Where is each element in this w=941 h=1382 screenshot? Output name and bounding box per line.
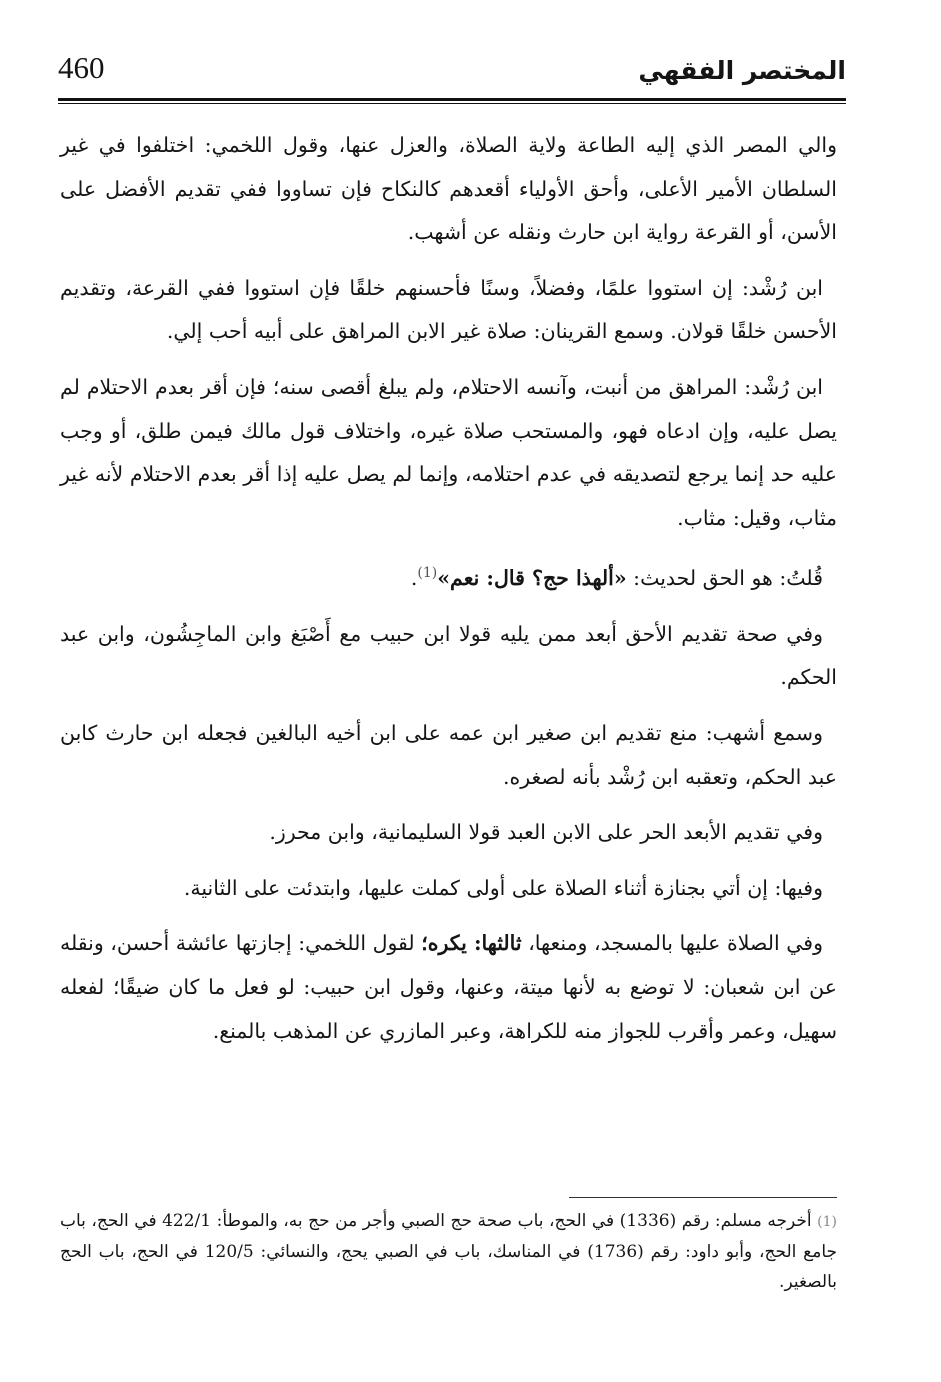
- footnote-rule: [569, 1197, 837, 1198]
- paragraph-lead: قُلتُ: هو الحق لحديث:: [626, 566, 823, 591]
- paragraph: ابن رُشْد: إن استووا علمًا، وفضلاً، وسنًا فأحسنهم خلقًا فإن استووا ففي القرعة، وتقديم الأحسن خلقًا قولان. وسمع القرينان: صلاة غير الابن المراهق على أبيه أحب إلي.: [60, 275, 837, 344]
- header-rule: [58, 98, 846, 101]
- paragraph: وفي تقديم الأبعد الحر على الابن العبد قولا السليمانية، وابن محرز.: [269, 820, 823, 845]
- paragraph: وفيها: إن أتي بجنازة أثناء الصلاة على أولى كملت عليها، وابتدئت على الثانية.: [183, 875, 823, 900]
- paragraph: [60, 552, 837, 600]
- bold-phrase: ثالثها: يكره؛: [421, 931, 522, 956]
- paragraph-lead: وفي الصلاة عليها بالمسجد، ومنعها،: [521, 931, 823, 956]
- paragraph: وسمع أشهب: منع تقديم ابن صغير ابن عمه على ابن أخيه البالغين فجعله ابن حارث كابن عبد الحكم، وتعقبه ابن رُشْد بأنه لصغره.: [60, 720, 837, 789]
- footnote-text: أخرجه مسلم: رقم (1336) في الحج، باب صحة حج الصبي وأجر من حج به، والموطأ: 422/1 في الحج، باب جامع الحج، وأبو داود: رقم (1736) في المناسك، باب في الصبي يحج، والنسائي: 120/5 في الحج، باب الحج بالصغير.: [60, 1211, 838, 1292]
- paragraph: والي المصر الذي إليه الطاعة ولاية الصلاة، والعزل عنها، وقول اللخمي: اختلفوا في غير السلطان الأمير الأعلى، وأحق الأولياء أقعدهم كالنكاح فإن تساووا ففي تقديم الأفضل على الأسن، أو القرعة رواية ابن حارث ونقله عن أشهب.: [60, 133, 837, 245]
- paragraph: ابن رُشْد: المراهق من أنبت، وآنسه الاحتلام، ولم يبلغ أقصى سنه؛ فإن أقر بعدم الاحتلام لم يصل عليه، وإن ادعاه فهو، والمستحب صلاة غيره، واختلاف قول مالك فيمن طلق، أو وجب عليه حد إنما يرجع لتصديقه في عدم احتلامه، وإنما لم يصل عليه إذا أقر بعدم الاحتلام لأنه غير مثاب، وقيل: مثاب.: [60, 374, 837, 530]
- paragraph: [60, 922, 837, 1053]
- body-text: [60, 124, 837, 1065]
- paragraph: وفي صحة تقديم الأحق أبعد ممن يليه قولا ابن حبيب مع أَصْبَغ وابن الماجِشُون، وابن عبد الحكم.: [60, 621, 837, 690]
- paragraph-tail: .: [410, 566, 418, 591]
- footnote-mark: (1): [817, 1214, 837, 1230]
- page-header: [58, 50, 846, 96]
- hadith-quote: «ألهذا حج؟ قال: نعم»: [437, 566, 627, 591]
- page-number: 460: [58, 50, 105, 85]
- header-rule-thin: [58, 103, 846, 104]
- footnote-reference[interactable]: (1): [417, 565, 438, 582]
- paragraph-tail: لقول اللخمي: إجازتها عائشة أحسن، ونقله عن ابن شعبان: لا توضع به لأنها ميتة، وعنها، وقول ابن حبيب: لو فعل ما كان ضيقًا؛ لفعله سهيل، وعمر وأقرب للجواز منه للكراهة، وعبر المازري عن المذهب بالمنع.: [60, 931, 837, 1043]
- book-title: المختصر الفقهي: [638, 56, 846, 85]
- footnote: [60, 1206, 837, 1297]
